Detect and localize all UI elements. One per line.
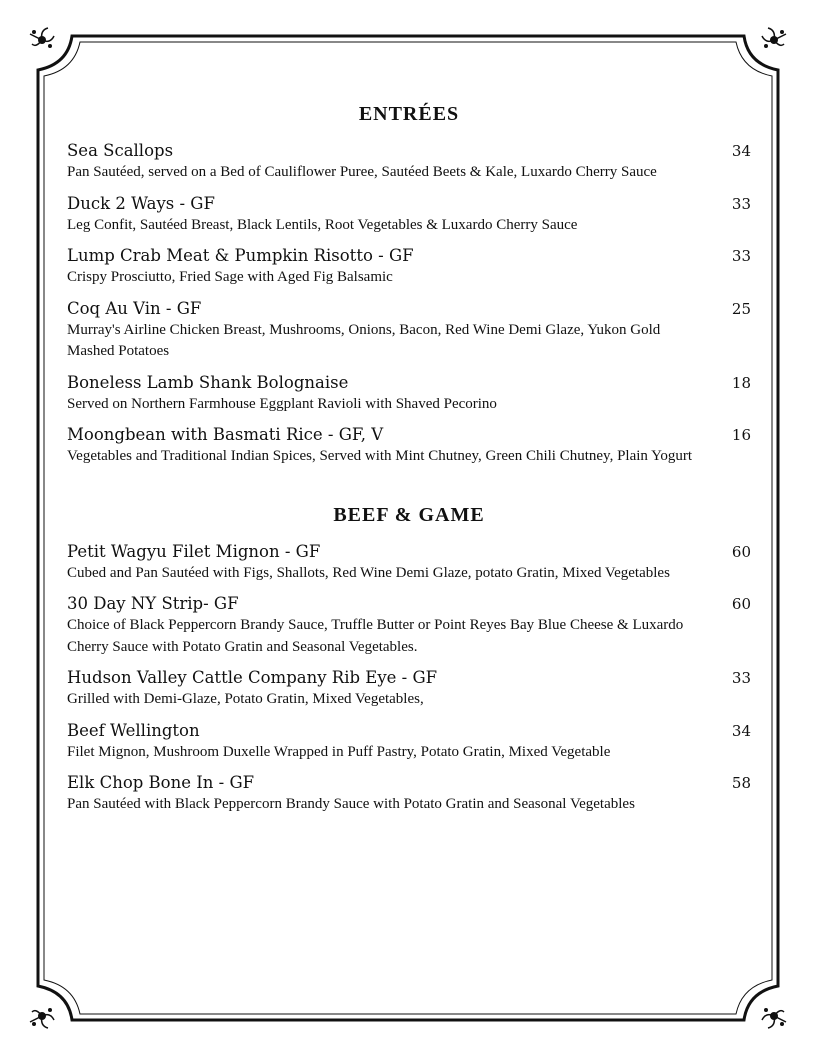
- item-price: 18: [731, 373, 751, 392]
- item-description: Grilled with Demi-Glaze, Potato Gratin, Mixed Vegetables,: [67, 691, 424, 707]
- item-name: Hudson Valley Cattle Company Rib Eye - GF: [67, 668, 438, 687]
- item-name: Moongbean with Basmati Rice - GF, V: [67, 425, 384, 444]
- menu-item: [67, 541, 751, 585]
- floral-corner-icon: [762, 1008, 786, 1028]
- menu-item: [67, 193, 751, 237]
- menu-item: [67, 772, 751, 816]
- item-price: 34: [731, 142, 751, 160]
- item-price: 16: [731, 426, 751, 444]
- item-price: 60: [731, 595, 751, 613]
- section-title-beef-game: BEEF & GAME: [333, 503, 485, 526]
- menu-item: [67, 720, 751, 764]
- item-name: Petit Wagyu Filet Mignon - GF: [67, 541, 321, 561]
- menu-item: [67, 593, 751, 658]
- item-description: Choice of Black Peppercorn Brandy Sauce, Truffle Butter or Point Reyes Bay Blue Cheese & Luxardo Cherry Sauce with Potato Gratin and Seasonal Vegetables.: [67, 617, 684, 655]
- menu-item: [67, 424, 751, 468]
- item-description: Leg Confit, Sautéed Breast, Black Lentils, Root Vegetables & Luxardo Cherry Sauce: [67, 216, 578, 233]
- menu-item: [67, 245, 751, 289]
- item-description: Filet Mignon, Mushroom Duxelle Wrapped in Puff Pastry, Potato Gratin, Mixed Vegetable: [67, 743, 611, 760]
- item-name: Elk Chop Bone In - GF: [67, 773, 255, 792]
- item-name: Duck 2 Ways - GF: [67, 193, 215, 213]
- item-description: Pan Sautéed with Black Peppercorn Brandy Sauce with Potato Gratin and Seasonal Vegetables: [67, 796, 635, 812]
- menu-item: [67, 667, 751, 711]
- item-price: 33: [731, 247, 751, 265]
- floral-corner-icon: [762, 28, 786, 48]
- floral-corner-icon: [30, 28, 54, 48]
- item-description: Vegetables and Traditional Indian Spices, Served with Mint Chutney, Green Chili Chutney, Plain Yogurt: [67, 448, 693, 464]
- menu-item: [67, 298, 751, 363]
- menu-item: [67, 140, 751, 184]
- item-price: 33: [731, 669, 751, 687]
- item-price: 58: [731, 774, 751, 792]
- item-name: Lump Crab Meat & Pumpkin Risotto - GF: [67, 246, 414, 265]
- item-price: 60: [731, 542, 751, 561]
- menu-content: [67, 100, 751, 825]
- item-name: Sea Scallops: [67, 141, 174, 160]
- item-price: 25: [731, 299, 751, 318]
- item-price: 34: [731, 721, 751, 740]
- item-price: 33: [731, 194, 751, 213]
- item-description: Pan Sautéed, served on a Bed of Cauliflower Puree, Sautéed Beets & Kale, Luxardo Cherry Sauce: [67, 164, 657, 180]
- floral-corner-icon: [30, 1008, 54, 1028]
- item-name: 30 Day NY Strip- GF: [67, 594, 239, 613]
- menu-item: [67, 372, 751, 416]
- section-title-entrees: ENTRÉES: [358, 103, 460, 125]
- item-name: Boneless Lamb Shank Bolognaise: [67, 372, 349, 392]
- item-name: Coq Au Vin - GF: [67, 298, 202, 318]
- item-description: Crispy Prosciutto, Fried Sage with Aged Fig Balsamic: [67, 269, 393, 285]
- item-name: Beef Wellington: [67, 720, 200, 740]
- item-description: Served on Northern Farmhouse Eggplant Ravioli with Shaved Pecorino: [67, 395, 497, 412]
- item-description: Cubed and Pan Sautéed with Figs, Shallots, Red Wine Demi Glaze, potato Gratin, Mixed Vegetables: [67, 564, 670, 581]
- item-description: Murray's Airline Chicken Breast, Mushrooms, Onions, Bacon, Red Wine Demi Glaze, Yukon Gold Mashed Potatoes: [67, 321, 661, 359]
